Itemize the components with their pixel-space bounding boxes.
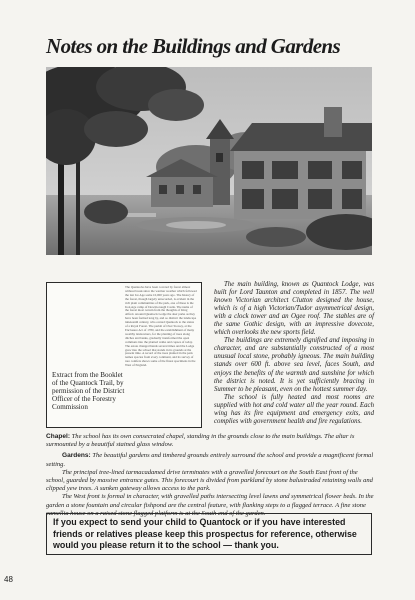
gardens-drive-paragraph: The principal tree-lined tarmacadamed drive terminates with a gravelled forecourt on the South East front of the school, guarded by massive entrance gates. This forecourt is divided from parkland by stone balustraded retaining walls and clipped yew trees. A sunken gateway allows access to the park. xyxy=(46,468,373,493)
trail-extract-text: The Quantocks have been covered by forest almost without break since the warmer weather which followed the last Ice Age some 10,000 years ago. The history of the forest, though largely unrecorded, is evident in the rich plant communities of the park, one of these is the Iron Age camp of Dowsborough Castle. The name of the forest most certain from the thoughts of King Alfred. Around Quantock Lodge the deer parks as they have been formed long by, and so distinct the landscape nineteenth century, who owned Quantock to the status of a Royal Forest. The parish of Over Stowey, at the Enclosure Act of 1780, and the establishment of many wealthy landowners, for the planting of trees along ditches and banks, gradually transformed the open commons into the planted walks and copses of today. The estate changed hands several times and the Lodge grew into the school that stands in its grounds at the present time. A record of the trees planted in the park names species from every continent, and its survey of rare conifers shows some of the finest specimens in the West of England. xyxy=(125,285,197,368)
building-photo-illustration xyxy=(46,67,372,255)
page-number: 48 xyxy=(4,575,13,584)
gardens-label: Gardens: xyxy=(62,452,91,460)
body-paragraph: The school is fully heated and most rooms are supplied with hot and cold water all the year round. Each wing has its fire equipment and emergency exits, and complies with government health and fire regulations. xyxy=(214,393,374,425)
trail-extract-box xyxy=(46,282,202,428)
chapel-text: The school has its own consecrated chapel, standing in the grounds close to the main buildings. The altar is surmounted by a beautiful stained glass window. xyxy=(46,433,355,449)
building-photo xyxy=(46,67,372,255)
chapel-label: Chapel: xyxy=(46,433,71,440)
buildings-description xyxy=(214,281,374,426)
gardens-west-paragraph: The West front is formal in character, with gravelled paths intersecting level lawns and symmetrical flower beds. In the garden a stone fountain and circular fishpond are the central feature, with flanking steps to a flagged terrace. A fine stone camellia house on a raised stone flagged platform is at the South end of the garden. xyxy=(46,493,374,517)
gardens-text: The beautiful gardens and timbered grounds entirely surround the school and provide a magnificent formal setting. xyxy=(46,452,374,468)
gardens-paragraph xyxy=(46,452,374,468)
body-paragraph: The main building, known as Quantock Lodge, was built for Lord Taunton and completed in 1857. The well known Victorian architect Clutton designed the house, which is of a high Victorian/Tudor asymmetrical design, with a clock tower and an Ogee roof. The stables are of the same Gothic design, with an impressive dovecote, which overlooks the new sports field. xyxy=(214,281,374,337)
page-title: Notes on the Buildings and Gardens xyxy=(46,34,341,58)
extract-caption: Extract from the Booklet of the Quantock Trail, by permission of the District Officer of the Forestry Commission xyxy=(52,371,125,412)
chapel-paragraph xyxy=(46,433,374,449)
body-paragraph: The buildings are extremely dignified and imposing in character, and are substantially constructed of a most unusual local stone, probably igneous. The main building stands over 600 ft. above sea level, faces South, and enjoys the benefits of the warmth and sunshine for which the district is noted. It is yet sufficiently bracing in Summer to be pleasant, even on the hottest summer day. xyxy=(214,337,374,393)
facilities-section xyxy=(46,433,374,518)
prospectus-notice: If you expect to send your child to Quantock or if you have interested friends or relatives please keep this prospectus for reference, otherwise would you please return it to the school — thank you. xyxy=(46,513,372,555)
